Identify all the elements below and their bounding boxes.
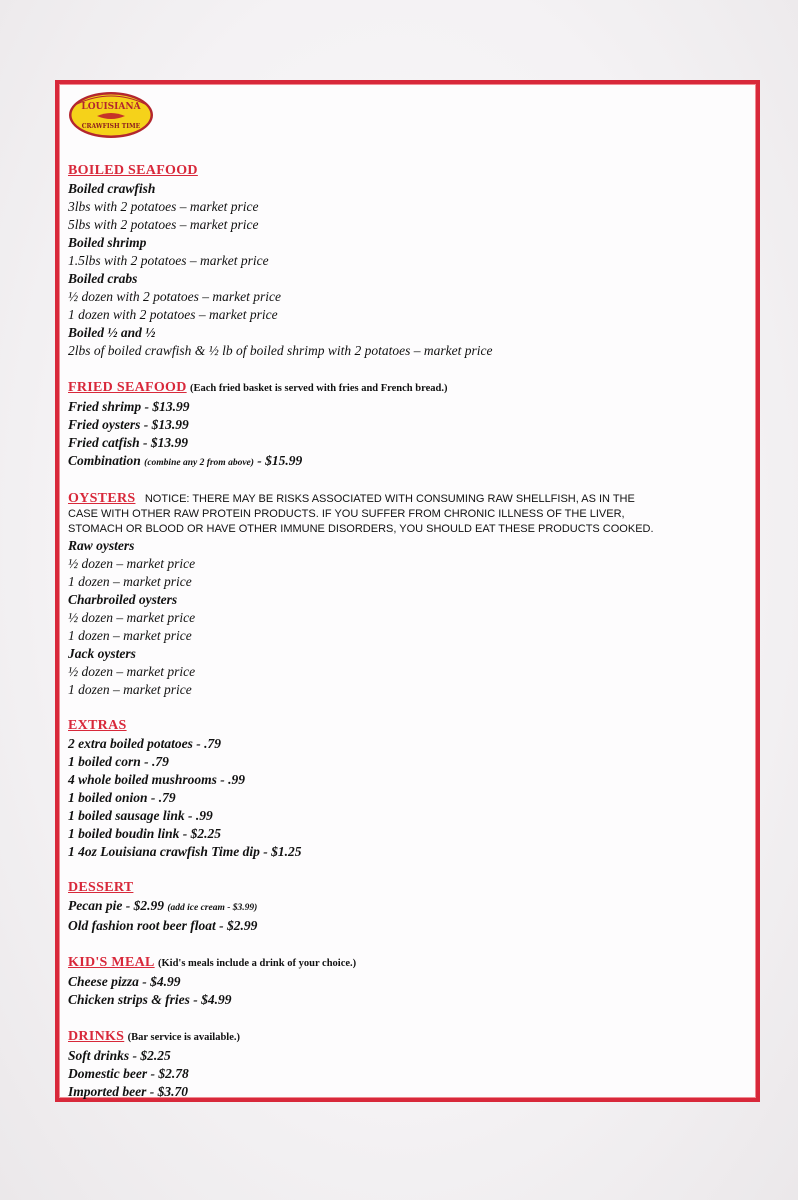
menu-item: 1 dozen – market price [68, 628, 192, 643]
menu-item: 1.5lbs with 2 potatoes – market price [68, 253, 269, 268]
louisiana-crawfish-time-logo [67, 90, 155, 140]
boiled-seafood-section [68, 162, 758, 360]
kids-meal-section [68, 953, 758, 1009]
fried-seafood-section [68, 378, 758, 472]
combination-name: Combination [68, 453, 141, 468]
menu-item-heading: Boiled ½ and ½ [68, 325, 156, 340]
drinks-title: DRINKS [68, 1029, 125, 1044]
fried-seafood-title: FRIED SEAFOOD [68, 380, 187, 395]
menu-item: Old fashion root beer float - $2.99 [68, 918, 258, 933]
extras-title: EXTRAS [68, 718, 127, 733]
oysters-title: OYSTERS [68, 491, 136, 506]
menu-item-heading: Charbroiled oysters [68, 592, 178, 607]
menu-item: 1 boiled boudin link - $2.25 [68, 826, 222, 841]
menu-item-heading: Boiled shrimp [68, 235, 147, 250]
extras-section [68, 717, 758, 861]
menu-item: 1 4oz Louisiana crawfish Time dip - $1.25 [68, 844, 302, 859]
menu-item: Soft drinks - $2.25 [68, 1048, 171, 1063]
raw-shellfish-notice-line: CASE WITH OTHER RAW PROTEIN PRODUCTS. IF YOU SUFFER FROM CHRONIC ILLNESS OF THE LIVER, [68, 508, 625, 520]
pecan-pie-note: (add ice cream - $3.99) [167, 903, 258, 913]
logo-bottom-text: CRAWFISH TIME [81, 123, 141, 130]
menu-item-heading: Boiled crawfish [68, 181, 156, 196]
menu-item: 2lbs of boiled crawfish & ½ lb of boiled shrimp with 2 potatoes – market price [68, 343, 493, 358]
menu-item-heading: Boiled crabs [68, 271, 138, 286]
kids-meal-note: (Kid's meals include a drink of your choice.) [158, 958, 357, 969]
menu-item: ½ dozen – market price [68, 610, 196, 625]
menu-item: 5lbs with 2 potatoes – market price [68, 217, 259, 232]
menu-item: Cheese pizza - $4.99 [68, 974, 181, 989]
menu-item: 1 dozen with 2 potatoes – market price [68, 307, 278, 322]
drinks-section [68, 1027, 758, 1101]
menu-item: Fried oysters - $13.99 [68, 417, 189, 432]
dessert-title: DESSERT [68, 880, 134, 895]
boiled-seafood-title: BOILED SEAFOOD [68, 163, 198, 178]
menu-item: Domestic beer - $2.78 [68, 1066, 189, 1081]
menu-item: Chicken strips & fries - $4.99 [68, 992, 232, 1007]
menu-frame [55, 80, 760, 1102]
raw-shellfish-notice-line: NOTICE: THERE MAY BE RISKS ASSOCIATED WITH CONSUMING RAW SHELLFISH, AS IN THE [144, 493, 635, 505]
combination-price: - $15.99 [257, 453, 303, 468]
menu-item: 4 whole boiled mushrooms - .99 [68, 772, 246, 787]
menu-item: 3lbs with 2 potatoes – market price [68, 199, 259, 214]
fried-seafood-note: (Each fried basket is served with fries and French bread.) [190, 383, 448, 394]
combination-note: (combine any 2 from above) [144, 458, 254, 468]
raw-shellfish-notice-line: STOMACH OR BLOOD OR HAVE OTHER IMMUNE DISORDERS, YOU SHOULD EAT THESE PRODUCTS COOKED. [68, 523, 654, 535]
menu-item: ½ dozen – market price [68, 664, 196, 679]
menu-item: Fried catfish - $13.99 [68, 435, 188, 450]
menu-item: 2 extra boiled potatoes - .79 [68, 736, 221, 751]
oysters-section [68, 490, 758, 699]
drinks-note: (Bar service is available.) [127, 1032, 241, 1043]
menu-item: 1 boiled sausage link - .99 [68, 808, 213, 823]
menu-item: Imported beer - $3.70 [68, 1084, 188, 1099]
menu-item: 1 dozen – market price [68, 682, 192, 697]
menu-item-heading: Jack oysters [68, 646, 136, 661]
menu-content [68, 162, 758, 1101]
menu-item: 1 boiled corn - .79 [68, 754, 169, 769]
menu-item: 1 dozen – market price [68, 574, 192, 589]
menu-item: ½ dozen – market price [68, 556, 196, 571]
menu-item-heading: Raw oysters [68, 538, 135, 553]
logo-top-text: LOUISIANA [81, 102, 141, 112]
menu-item: 1 boiled onion - .79 [68, 790, 176, 805]
kids-meal-title: KID'S MEAL [68, 955, 155, 970]
menu-item: ½ dozen with 2 potatoes – market price [68, 289, 281, 304]
dessert-section [68, 879, 758, 935]
pecan-pie-item: Pecan pie - $2.99 [68, 898, 164, 913]
menu-item: Fried shrimp - $13.99 [68, 399, 190, 414]
